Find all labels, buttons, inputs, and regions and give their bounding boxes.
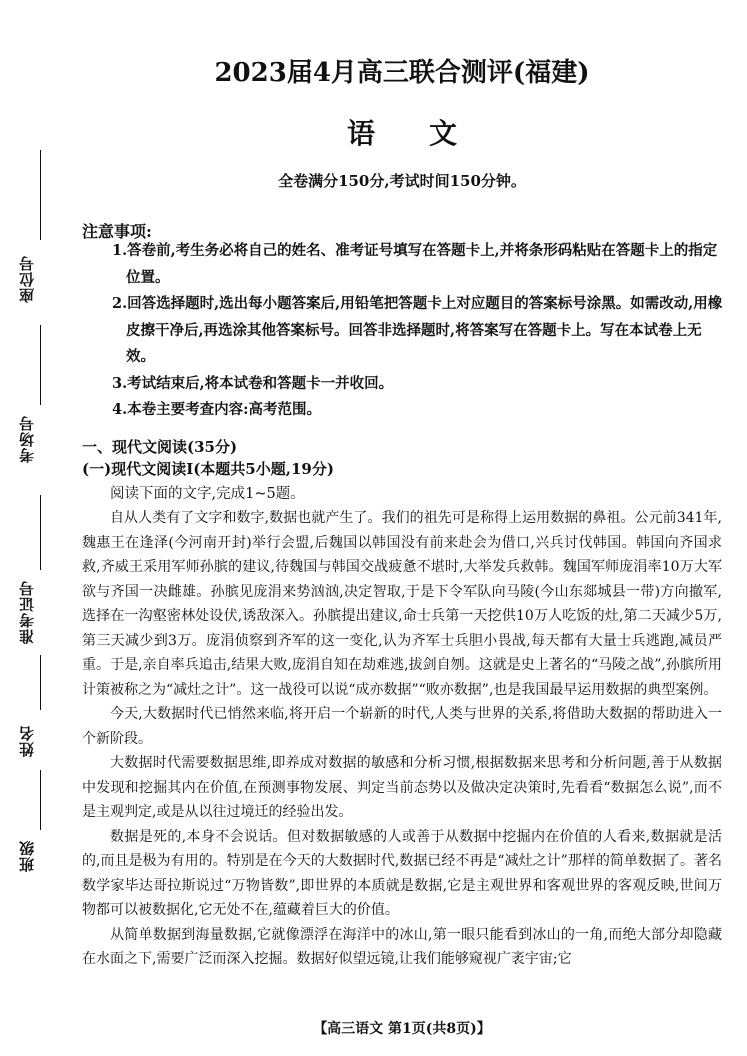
notice-item: 2.回答选择题时,选出每小题答案后,用铅笔把答题卡上对应题目的答案标号涂黑。如需改动,用橡皮擦干净后,再选涂其他答案标号。回答非选择题时,将答案写在答题卡上。写在本试卷上无效。 [112,295,723,365]
seat-field-line[interactable] [40,150,41,240]
exam-title: 2023届4月高三联合测评(福建) [214,58,590,88]
passage-paragraph: 从简单数据到海量数据,它就像漂浮在海洋中的冰山,第一眼只能看到冰山的一角,而绝大部分却隐藏在水面之下,需要广泛而深入挖掘。数据好似望远镜,让我们能够窥视广袤宇宙;它 [82,926,722,967]
reading-passage [82,506,722,972]
passage-paragraph: 今天,大数据时代已悄然来临,将开启一个崭新的时代,人类与世界的关系,将借助大数据的帮助进入一个新阶段。 [82,706,722,747]
reading-instruction: 阅读下面的文字,完成1~5题。 [110,486,305,502]
passage-paragraph: 自从人类有了文字和数字,数据也就产生了。我们的祖先可是称得上运用数据的鼻祖。公元前341年,魏惠王在逢泽(今河南开封)举行会盟,后魏国以韩国没有前来赴会为借口,兴兵讨伐韩国。韩国向齐国求救,齐威王采用军师孙膑的建议,待魏国与韩国交战疲惫不堪时,大举发兵救韩。魏国军师庞涓率10万大军欲与齐国一决雌雄。孙膑见庞涓来势汹汹,决定智取,于是下令军队向马陵(今山东郯城县一带)方向撤军,选择在一沟壑密林处设伏,诱敌深入。孙膑提出建议,命士兵第一天挖供10万人吃饭的灶,第二天减少5万,第三天减少到3万。庞涓侦察到齐军的这一变化,认为齐军士兵胆小畏战,每天都有大量士兵逃跑,减员严重。于是,亲自率兵追击,结果大败,庞涓自知在劫难逃,拔剑自刎。这就是史上著名的“马陵之战”,孙膑所用计策被称之为“减灶之计”。这一战役可以说“成亦数据”“败亦数据”,也是我国最早运用数据的典型案例。 [82,510,722,698]
name-field-line[interactable] [40,655,41,710]
class-label: 班级 [18,840,36,872]
subject-title: 语文 [346,117,511,150]
notice-item: 3.考试结束后,将本试卷和答题卡一并收回。 [112,374,394,392]
binding-strip [0,0,60,1056]
class-field-line[interactable] [40,770,41,830]
passage-paragraph: 大数据时代需要数据思维,即养成对数据的敏感和分析习惯,根据数据来思考和分析问题,善于从数据中发现和挖掘其内在价值,在预测事物发展、判定当前态势以及做决定决策时,先看看“数据怎么说”,而不是主观判定,或是从以往过境迁的经验出发。 [82,755,722,820]
exam-room-label: 考场号 [18,415,36,463]
page-footer: 【高三语文 第1页(共8页)】 [313,1021,491,1037]
subsection-title: (一)现代文阅读Ⅰ(本题共5小题,19分) [82,460,334,478]
section-title: 一、现代文阅读(35分) [82,438,238,456]
notice-item: 1.答卷前,考生务必将自己的姓名、准考证号填写在答题卡上,并将条形码粘贴在答题卡上的指定位置。 [112,242,718,286]
ticket-field-line[interactable] [40,495,41,570]
exam-room-field-line[interactable] [40,325,41,405]
passage-paragraph: 数据是死的,本身不会说话。但对数据敏感的人或善于从数据中挖掘内在价值的人看来,数据就是活的,而且是极为有用的。特别是在今天的大数据时代,数据已经不再是“减灶之计”那样的简单数据了。著名数学家毕达哥拉斯说过“万物皆数”,即世界的本质就是数据,它是主观世界和客观世界的客观反映,世间万物都可以被数据化,它无处不在,蕴藏着巨大的价值。 [82,828,722,918]
ticket-label: 准考证号 [18,580,36,644]
notice-list [112,238,724,424]
seat-label: 座位号 [18,255,36,303]
notice-title: 注意事项: [82,222,152,241]
name-label: 姓名 [18,725,36,757]
exam-info: 全卷满分150分,考试时间150分钟。 [278,172,526,190]
notice-item: 4.本卷主要考查内容:高考范围。 [112,401,321,418]
